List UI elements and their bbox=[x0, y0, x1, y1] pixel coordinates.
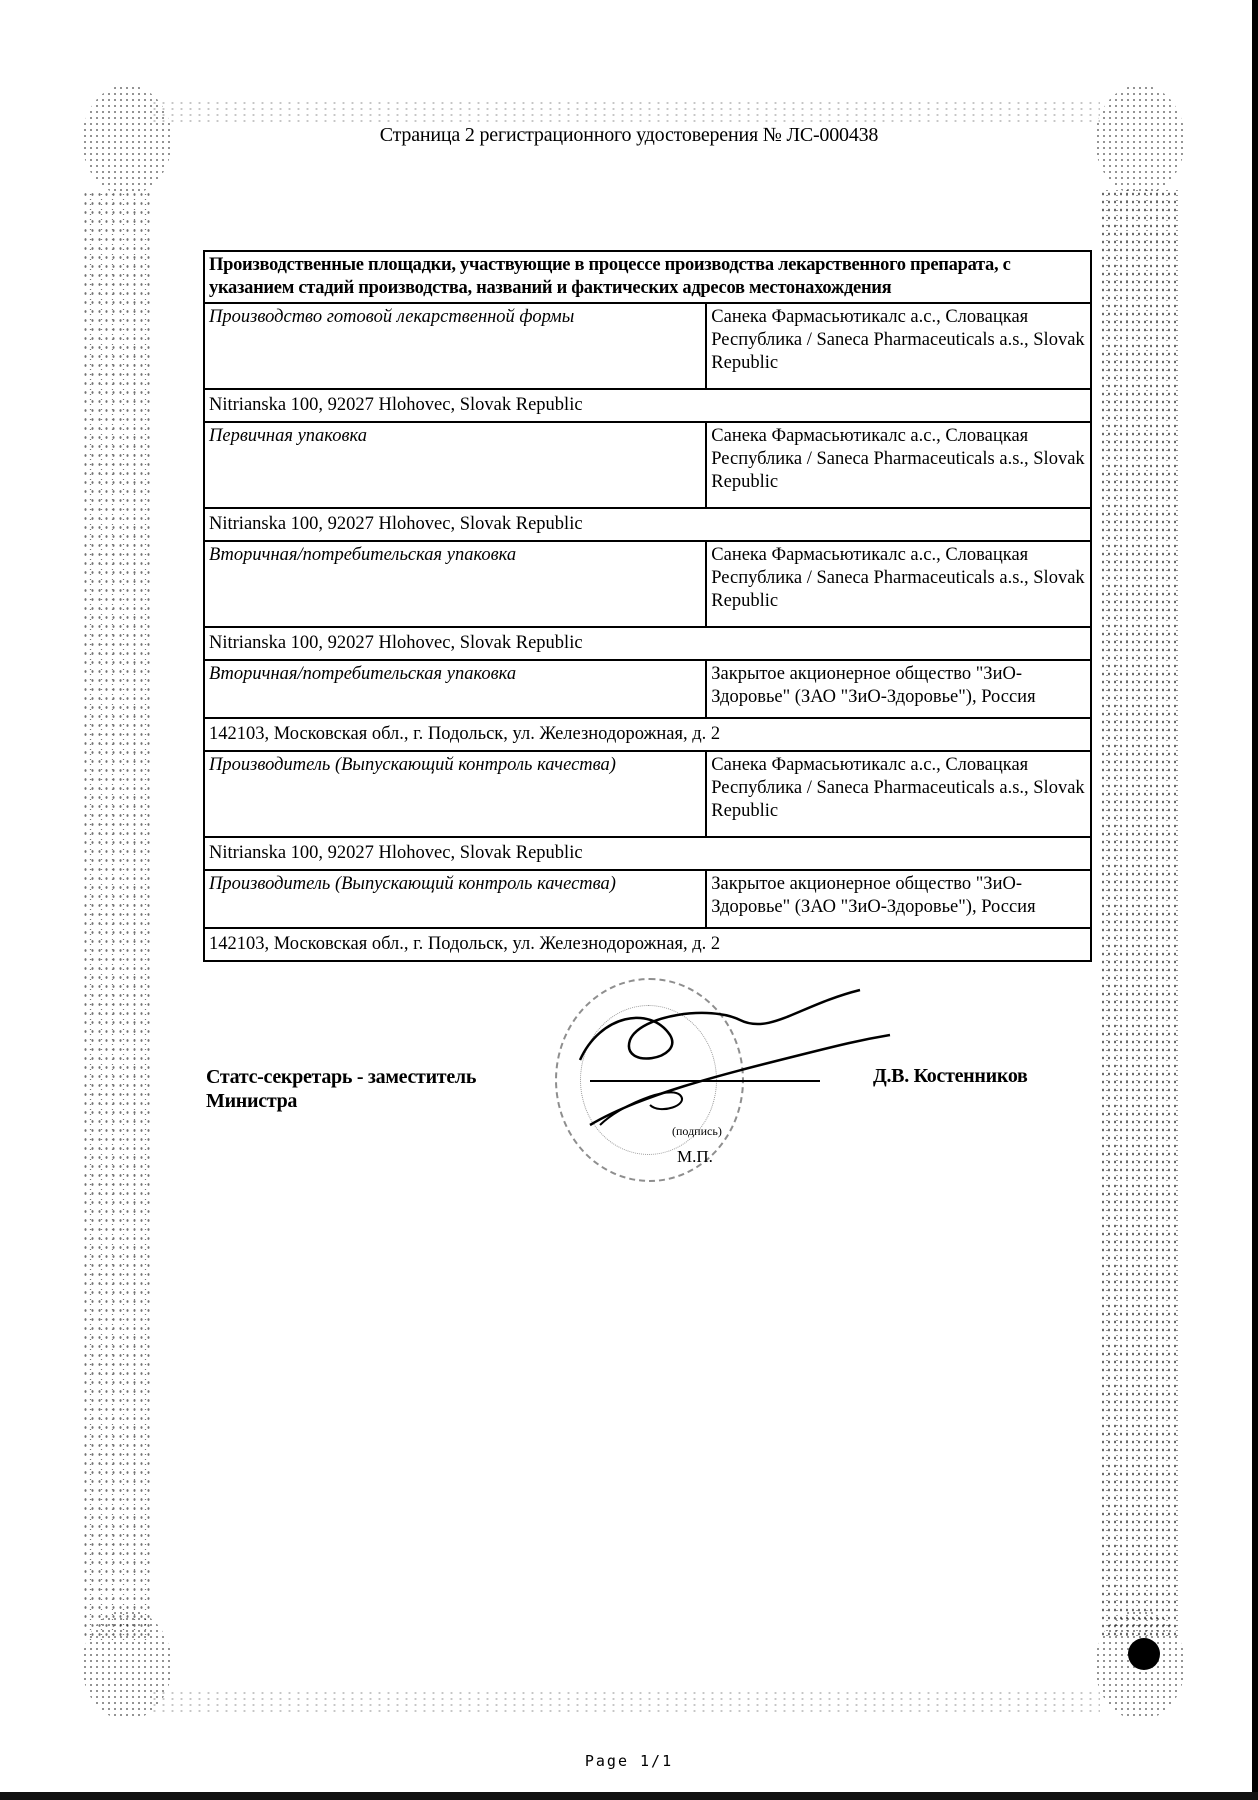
decorative-border-bottom bbox=[150, 1690, 1100, 1712]
signatory-position-line2: Министра bbox=[206, 1090, 298, 1112]
production-stage: Производитель (Выпускающий контроль качества) bbox=[204, 751, 706, 837]
manufacturer-name: Санека Фармасьютикалс а.с., Словацкая Республика / Saneca Pharmaceuticals a.s., Slovak Republic bbox=[706, 751, 1091, 837]
manufacturer-name: Закрытое акционерное общество "ЗиО-Здоровье" (ЗАО "ЗиО-Здоровье"), Россия bbox=[706, 660, 1091, 718]
page-header: Страница 2 регистрационного удостоверения № ЛС-000438 bbox=[379, 124, 879, 146]
punch-hole-mark bbox=[1128, 1638, 1160, 1670]
table-row-address bbox=[204, 508, 1091, 541]
decorative-border-right bbox=[1100, 190, 1178, 1640]
table-row-address bbox=[204, 627, 1091, 660]
site-address: Nitrianska 100, 92027 Hlohovec, Slovak Republic bbox=[204, 389, 1091, 422]
table-title-row bbox=[204, 251, 1091, 303]
rosette-ornament-icon bbox=[82, 1610, 172, 1720]
stamp-place-mark: М.П. bbox=[677, 1147, 713, 1166]
manufacturer-name: Закрытое акционерное общество "ЗиО-Здоровье" (ЗАО "ЗиО-Здоровье"), Россия bbox=[706, 870, 1091, 928]
table-title: Производственные площадки, участвующие в процессе производства лекарственного препарата, с указанием стадий производства, названий и фактических адресов местонахождения bbox=[204, 251, 1091, 303]
site-address: Nitrianska 100, 92027 Hlohovec, Slovak Republic bbox=[204, 508, 1091, 541]
scan-edge-bottom bbox=[0, 1792, 1258, 1800]
table-row bbox=[204, 660, 1091, 718]
site-address: Nitrianska 100, 92027 Hlohovec, Slovak Republic bbox=[204, 837, 1091, 870]
manufacturer-name: Санека Фармасьютикалс а.с., Словацкая Республика / Saneca Pharmaceuticals a.s., Slovak Republic bbox=[706, 541, 1091, 627]
signature-caption: (подпись) bbox=[672, 1124, 722, 1138]
production-stage: Вторичная/потребительская упаковка bbox=[204, 541, 706, 627]
manufacturer-name: Санека Фармасьютикалс а.с., Словацкая Республика / Saneca Pharmaceuticals a.s., Slovak Republic bbox=[706, 422, 1091, 508]
site-address: Nitrianska 100, 92027 Hlohovec, Slovak Republic bbox=[204, 627, 1091, 660]
table-row-address bbox=[204, 837, 1091, 870]
production-stage: Производство готовой лекарственной формы bbox=[204, 303, 706, 389]
signatory-position-line1: Статс-секретарь - заместитель bbox=[206, 1066, 477, 1088]
production-sites-table bbox=[203, 250, 1092, 962]
table-row bbox=[204, 751, 1091, 837]
signature-line bbox=[590, 1080, 820, 1082]
table-row bbox=[204, 422, 1091, 508]
table-row bbox=[204, 541, 1091, 627]
scan-edge-right bbox=[1252, 0, 1258, 1800]
table-row-address bbox=[204, 718, 1091, 751]
table-row-address bbox=[204, 389, 1091, 422]
signatory-position bbox=[206, 1065, 476, 1113]
table-row bbox=[204, 303, 1091, 389]
production-stage: Первичная упаковка bbox=[204, 422, 706, 508]
table-row-address bbox=[204, 928, 1091, 961]
signatory-name: Д.В. Костенников bbox=[873, 1065, 1028, 1087]
site-address: 142103, Московская обл., г. Подольск, ул. Железнодорожная, д. 2 bbox=[204, 928, 1091, 961]
site-address: 142103, Московская обл., г. Подольск, ул. Железнодорожная, д. 2 bbox=[204, 718, 1091, 751]
production-stage: Производитель (Выпускающий контроль качества) bbox=[204, 870, 706, 928]
decorative-border-top bbox=[150, 100, 1100, 122]
table-row bbox=[204, 870, 1091, 928]
decorative-border-left bbox=[82, 190, 152, 1640]
manufacturer-name: Санека Фармасьютикалс а.с., Словацкая Республика / Saneca Pharmaceuticals a.s., Slovak Republic bbox=[706, 303, 1091, 389]
page-footer: Page 1/1 bbox=[584, 1752, 674, 1770]
production-stage: Вторичная/потребительская упаковка bbox=[204, 660, 706, 718]
